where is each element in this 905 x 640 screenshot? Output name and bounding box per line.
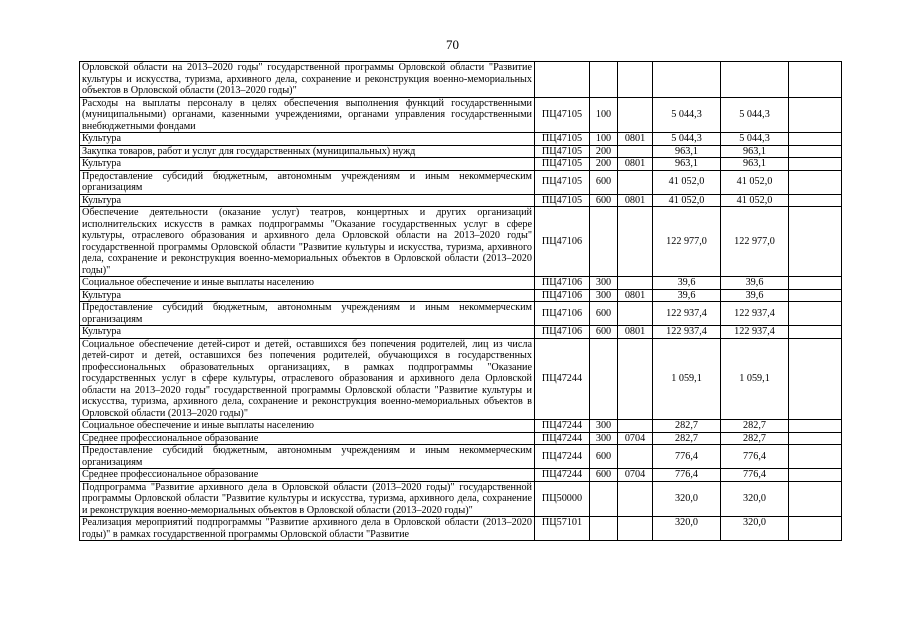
row-amount-1: 39,6: [653, 277, 721, 290]
row-description: Культура: [80, 289, 535, 302]
page-number: 70: [446, 37, 459, 52]
table-row: [80, 420, 842, 433]
row-amount-2: [721, 62, 789, 98]
row-amount-1: [653, 62, 721, 98]
table-row: [80, 158, 842, 171]
row-description: Предоставление субсидий бюджетным, автономным учреждениям и иным некоммерческим организациям: [80, 170, 535, 194]
row-empty-cell: [789, 338, 842, 420]
row-amount-2: 122 937,4: [721, 326, 789, 339]
row-description: Закупка товаров, работ и услуг для государственных (муниципальных) нужд: [80, 145, 535, 158]
row-amount-1: 963,1: [653, 158, 721, 171]
row-amount-1: 776,4: [653, 445, 721, 469]
row-section-code: 0704: [618, 469, 653, 482]
row-empty-cell: [789, 302, 842, 326]
row-target-code: ПЦ47106: [535, 207, 590, 277]
row-amount-2: 963,1: [721, 158, 789, 171]
row-target-code: ПЦ47244: [535, 469, 590, 482]
table-row: [80, 517, 842, 541]
budget-table: [79, 61, 842, 541]
table-row: [80, 302, 842, 326]
table-row: [80, 445, 842, 469]
row-empty-cell: [789, 277, 842, 290]
row-description: Обеспечение деятельности (оказание услуг) театров, концертных и других организаций исполнительских искусств в рамках подпрограммы "Оказание государственных услуг в сфере культуры, отраслевого образования и архивного дела Орловской области на 2013–2020 годы" государственной программы Орловской области "Развитие культуры и искусства, туризма, архивного дела, сохранение и реконструкция военно-мемориальных объектов в Орловской области (2013–2020 годы)": [80, 207, 535, 277]
row-section-code: 0801: [618, 158, 653, 171]
row-target-code: ПЦ57101: [535, 517, 590, 541]
row-empty-cell: [789, 481, 842, 517]
row-amount-2: 122 937,4: [721, 302, 789, 326]
row-target-code: ПЦ47105: [535, 133, 590, 146]
row-amount-2: 282,7: [721, 432, 789, 445]
row-amount-1: 963,1: [653, 145, 721, 158]
row-amount-2: 41 052,0: [721, 170, 789, 194]
row-target-code: [535, 62, 590, 98]
row-amount-2: 41 052,0: [721, 194, 789, 207]
table-row: [80, 277, 842, 290]
row-section-code: 0801: [618, 133, 653, 146]
row-description: Культура: [80, 158, 535, 171]
row-amount-2: 282,7: [721, 420, 789, 433]
row-expense-type: 600: [590, 326, 618, 339]
row-expense-type: 100: [590, 97, 618, 133]
row-amount-2: 5 044,3: [721, 97, 789, 133]
row-expense-type: 300: [590, 432, 618, 445]
table-row: [80, 207, 842, 277]
row-section-code: [618, 420, 653, 433]
row-empty-cell: [789, 145, 842, 158]
row-target-code: ПЦ47105: [535, 97, 590, 133]
row-description: Культура: [80, 194, 535, 207]
row-amount-1: 282,7: [653, 432, 721, 445]
table-row: [80, 469, 842, 482]
row-target-code: ПЦ47105: [535, 170, 590, 194]
row-amount-1: 5 044,3: [653, 133, 721, 146]
row-amount-2: 320,0: [721, 517, 789, 541]
row-section-code: [618, 277, 653, 290]
row-target-code: ПЦ47106: [535, 277, 590, 290]
row-expense-type: 600: [590, 194, 618, 207]
row-empty-cell: [789, 420, 842, 433]
row-description: Подпрограмма "Развитие архивного дела в Орловской области (2013–2020 годы)" государственной программы Орловской области "Развитие культуры и искусства, туризма, архивного дела, сохранение и реконструкция военно-мемориальных объектов в Орловской области (2013–2020 годы)": [80, 481, 535, 517]
row-amount-1: 122 977,0: [653, 207, 721, 277]
row-section-code: 0801: [618, 194, 653, 207]
row-amount-2: 5 044,3: [721, 133, 789, 146]
row-amount-1: 122 937,4: [653, 302, 721, 326]
row-section-code: [618, 481, 653, 517]
row-empty-cell: [789, 445, 842, 469]
row-amount-2: 320,0: [721, 481, 789, 517]
row-expense-type: 600: [590, 302, 618, 326]
row-description: Реализация мероприятий подпрограммы "Развитие архивного дела в Орловской области (2013–2020 годы)" в рамках государственной программы Орловской области "Развитие: [80, 517, 535, 541]
row-target-code: ПЦ47106: [535, 289, 590, 302]
row-section-code: [618, 145, 653, 158]
row-empty-cell: [789, 517, 842, 541]
row-empty-cell: [789, 170, 842, 194]
table-row: [80, 338, 842, 420]
row-target-code: ПЦ47105: [535, 158, 590, 171]
table-row: [80, 432, 842, 445]
row-expense-type: [590, 62, 618, 98]
row-empty-cell: [789, 432, 842, 445]
table-row: [80, 481, 842, 517]
table-row: [80, 62, 842, 98]
row-amount-1: 41 052,0: [653, 170, 721, 194]
row-expense-type: 600: [590, 170, 618, 194]
row-empty-cell: [789, 326, 842, 339]
row-description: Социальное обеспечение и иные выплаты населению: [80, 420, 535, 433]
row-description: Социальное обеспечение и иные выплаты населению: [80, 277, 535, 290]
row-section-code: [618, 62, 653, 98]
table-row: [80, 326, 842, 339]
row-amount-1: 776,4: [653, 469, 721, 482]
row-expense-type: 300: [590, 420, 618, 433]
table-row: [80, 170, 842, 194]
row-amount-1: 41 052,0: [653, 194, 721, 207]
row-section-code: [618, 445, 653, 469]
row-target-code: ПЦ47244: [535, 420, 590, 433]
row-target-code: ПЦ50000: [535, 481, 590, 517]
row-target-code: ПЦ47106: [535, 326, 590, 339]
row-target-code: ПЦ47244: [535, 432, 590, 445]
row-amount-2: 776,4: [721, 469, 789, 482]
row-description: Среднее профессиональное образование: [80, 469, 535, 482]
row-description: Среднее профессиональное образование: [80, 432, 535, 445]
row-expense-type: 200: [590, 145, 618, 158]
row-amount-1: 1 059,1: [653, 338, 721, 420]
row-target-code: ПЦ47244: [535, 445, 590, 469]
row-expense-type: 300: [590, 277, 618, 290]
row-section-code: [618, 170, 653, 194]
row-expense-type: 200: [590, 158, 618, 171]
row-amount-2: 963,1: [721, 145, 789, 158]
row-expense-type: [590, 338, 618, 420]
row-description: Культура: [80, 326, 535, 339]
row-amount-2: 122 977,0: [721, 207, 789, 277]
row-amount-1: 282,7: [653, 420, 721, 433]
row-section-code: [618, 97, 653, 133]
row-empty-cell: [789, 158, 842, 171]
row-description: Расходы на выплаты персоналу в целях обеспечения выполнения функций государственными (муниципальными) органами, казенными учреждениями, органами управления государственными внебюджетными фондами: [80, 97, 535, 133]
row-target-code: ПЦ47105: [535, 194, 590, 207]
row-amount-1: 5 044,3: [653, 97, 721, 133]
row-empty-cell: [789, 133, 842, 146]
row-amount-1: 122 937,4: [653, 326, 721, 339]
row-amount-2: 39,6: [721, 289, 789, 302]
row-empty-cell: [789, 62, 842, 98]
row-description: Предоставление субсидий бюджетным, автономным учреждениям и иным некоммерческим организациям: [80, 445, 535, 469]
row-empty-cell: [789, 194, 842, 207]
row-target-code: ПЦ47106: [535, 302, 590, 326]
row-section-code: [618, 207, 653, 277]
row-section-code: 0801: [618, 289, 653, 302]
table-row: [80, 194, 842, 207]
row-empty-cell: [789, 207, 842, 277]
row-empty-cell: [789, 97, 842, 133]
row-amount-1: 320,0: [653, 481, 721, 517]
row-amount-2: 776,4: [721, 445, 789, 469]
row-target-code: ПЦ47105: [535, 145, 590, 158]
row-description: Социальное обеспечение детей-сирот и детей, оставшихся без попечения родителей, лиц из числа детей-сирот и детей, оставшихся без попечения родителей, обучающихся в государственных профессиональных образовательных организациях, в рамках подпрограммы "Оказание государственных услуг в сфере культуры, отраслевого образования и архивного дела Орловской области на 2013–2020 годы" государственной программы Орловской области "Развитие культуры и искусства, туризма, архивного дела, сохранение и реконструкция военно-мемориальных объектов в Орловской области (2013–2020 годы)": [80, 338, 535, 420]
row-expense-type: [590, 517, 618, 541]
row-expense-type: 600: [590, 469, 618, 482]
row-section-code: [618, 517, 653, 541]
table-row: [80, 133, 842, 146]
row-section-code: 0801: [618, 326, 653, 339]
row-amount-1: 320,0: [653, 517, 721, 541]
row-description: Орловской области на 2013–2020 годы" государственной программы Орловской области "Развитие культуры и искусства, туризма, архивного дела, сохранение и реконструкция военно-мемориальных объектов в Орловской области (2013–2020 годы)": [80, 62, 535, 98]
row-section-code: [618, 338, 653, 420]
table-row: [80, 145, 842, 158]
table-row: [80, 97, 842, 133]
row-expense-type: [590, 481, 618, 517]
row-target-code: ПЦ47244: [535, 338, 590, 420]
table-row: [80, 289, 842, 302]
row-description: Предоставление субсидий бюджетным, автономным учреждениям и иным некоммерческим организациям: [80, 302, 535, 326]
row-empty-cell: [789, 289, 842, 302]
row-section-code: [618, 302, 653, 326]
row-expense-type: [590, 207, 618, 277]
row-expense-type: 100: [590, 133, 618, 146]
row-amount-2: 39,6: [721, 277, 789, 290]
row-empty-cell: [789, 469, 842, 482]
table-body: [80, 62, 842, 541]
row-section-code: 0704: [618, 432, 653, 445]
row-description: Культура: [80, 133, 535, 146]
row-amount-2: 1 059,1: [721, 338, 789, 420]
row-expense-type: 300: [590, 289, 618, 302]
row-expense-type: 600: [590, 445, 618, 469]
row-amount-1: 39,6: [653, 289, 721, 302]
